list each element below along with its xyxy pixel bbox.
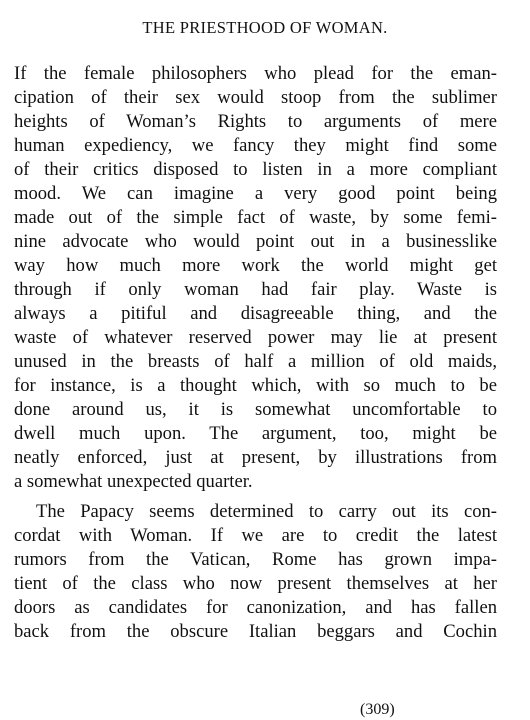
text-line: through if only woman had fair play. Waste is [14, 279, 497, 300]
text-line: made out of the simple fact of waste, by some femi- [14, 207, 497, 228]
text-line: If the female philosophers who plead for the eman- [14, 63, 497, 84]
text-line: back from the obscure Italian beggars and Cochin [14, 621, 497, 642]
text-line: nine advocate who would point out in a businesslike [14, 231, 497, 252]
text-line: human expediency, we fancy they might find some [14, 135, 497, 156]
article-title: THE PRIESTHOOD OF WOMAN. [142, 18, 388, 37]
text-line: neatly enforced, just at present, by illustrations from [14, 447, 497, 468]
text-line: unused in the breasts of half a million of old maids, [14, 351, 497, 372]
text-line: doors as candidates for canonization, and has fallen [14, 597, 497, 618]
text-line: waste of whatever reserved power may lie at present [14, 327, 497, 348]
text-line: for instance, is a thought which, with so much to be [14, 375, 497, 396]
text-line: The Papacy seems determined to carry out its con- [36, 501, 497, 522]
text-line: way how much more work the world might get [14, 255, 497, 276]
text-line: cordat with Woman. If we are to credit the latest [14, 525, 497, 546]
page-number: (309) [360, 701, 395, 718]
text-line: rumors from the Vatican, Rome has grown impa- [14, 549, 497, 570]
text-line: cipation of their sex would stoop from the sublimer [14, 87, 497, 108]
text-line: done around us, it is somewhat uncomfortable to [14, 399, 497, 420]
text-line: dwell much upon. The argument, too, might be [14, 423, 497, 444]
text-line: heights of Woman’s Rights to arguments of mere [14, 111, 497, 132]
text-line: mood. We can imagine a very good point being [14, 183, 497, 204]
text-line: of their critics disposed to listen in a more compliant [14, 159, 497, 180]
text-line: always a pitiful and disagreeable thing, and the [14, 303, 497, 324]
text-line: a somewhat unexpected quarter. [14, 471, 253, 492]
text-line: tient of the class who now present themselves at her [14, 573, 497, 594]
